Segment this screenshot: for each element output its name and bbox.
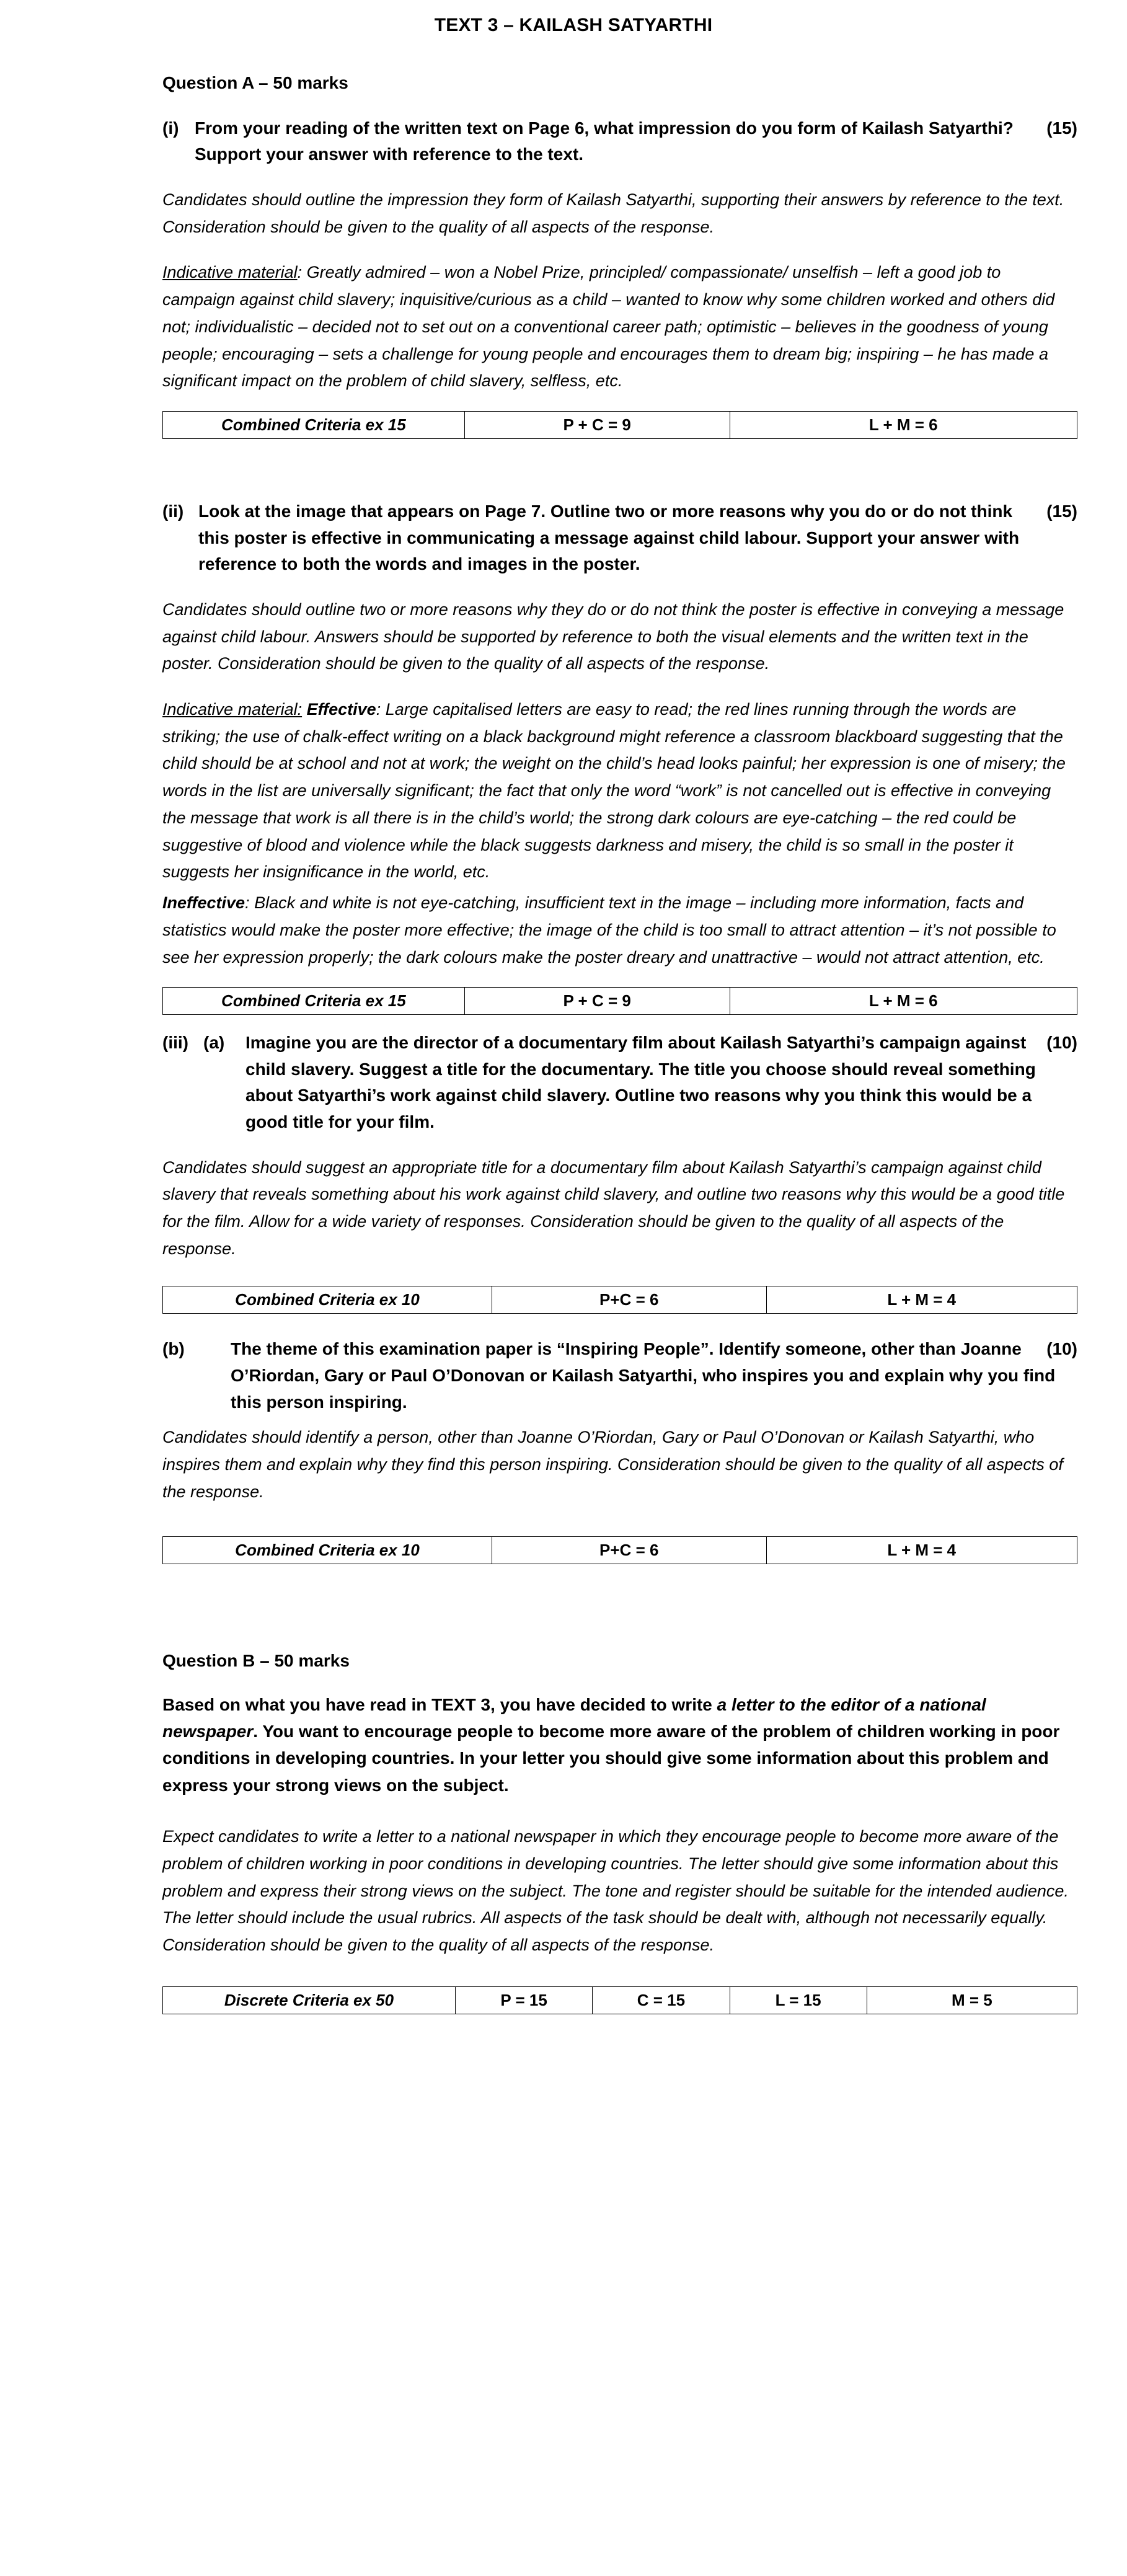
part-ii-indicative-ineffective — [162, 890, 1077, 971]
part-ii-text: Look at the image that appears on Page 7. Outline two or more reasons why you do or do not think this poster is effective in communicating a message against child labour. Support your answer with reference to both the words and images in the poster. — [198, 502, 1020, 574]
part-ii-indicative-effective — [162, 696, 1077, 886]
part-ii-effective-label: Effective — [306, 699, 376, 719]
part-i-marks: (15) — [1046, 118, 1077, 138]
part-b-criteria-label: Combined Criteria ex 10 — [163, 1537, 492, 1564]
part-b-criteria-pc: P+C = 6 — [492, 1537, 767, 1564]
part-i-marker: (i) — [162, 118, 179, 138]
part-i-text: From your reading of the written text on Page 6, what impression do you form of Kailash Satyarthi? Support your answer with reference to the text. — [195, 118, 1014, 164]
question-b-prompt-italic: a letter to the editor of a national newspaper — [162, 1694, 986, 1742]
part-ii-criteria-lm: L + M = 6 — [730, 988, 1077, 1015]
part-i-indicative-text: : Greatly admired – won a Nobel Prize, principled/ compassionate/ unselfish – left a good job to campaign against child slavery; inquisitive/curious as a child – wanted to know why some children worked and others did not; individualistic – decided not to set out on a conventional career path; optimistic – believes in the goodness of young people; encouraging – sets a challenge for young people and encourages them to dream big; inspiring – he has made a significant impact on the problem of child slavery, selfless, etc. — [162, 263, 1055, 391]
part-iii-a-criteria-label: Combined Criteria ex 10 — [163, 1286, 492, 1314]
question-b-criteria-l: L = 15 — [730, 1986, 867, 2014]
question-b-prompt-part1: Based on what you have read in TEXT 3, you have decided to write — [162, 1694, 717, 1714]
table-row — [163, 988, 1077, 1015]
question-b-commentary: Expect candidates to write a letter to a national newspaper in which they encourage people to become more aware of the problem of children working in poor conditions in developing countries. The letter should give some information about this problem and express their strong views on the subject. The tone and register should be suitable for the intended audience. The letter should include the usual rubrics. All aspects of the task should be dealt with, although not necessarily equally. Consideration should be given to the quality of all aspects of the response. — [162, 1827, 1069, 1955]
part-i-commentary: Candidates should outline the impression they form of Kailash Satyarthi, supporting their answers by reference to the text. Consideration should be given to the quality of all aspects of the response. — [162, 190, 1064, 236]
spacer — [162, 1564, 1077, 1618]
part-ii-criteria-table — [162, 987, 1077, 1015]
question-b-heading: Question B – 50 marks — [162, 1651, 350, 1671]
question-a-part-iii-a — [162, 1030, 1077, 1135]
question-a-heading: Question A – 50 marks — [162, 73, 348, 92]
spacer — [162, 439, 1077, 477]
question-a-part-ii — [162, 498, 1077, 578]
part-b-criteria-lm: L + M = 4 — [766, 1537, 1077, 1564]
part-iii-a-marks: (10) — [1046, 1033, 1077, 1053]
question-b-criteria-p: P = 15 — [456, 1986, 593, 2014]
question-b-prompt — [162, 1691, 1077, 1799]
part-ii-ineffective-text: : Black and white is not eye-catching, insufficient text in the image – including more information, facts and statistics would make the poster more effective; the image of the child is too small to attract attention – it’s not possible to see her expression properly; the dark colours make the poster dreary and unattractive – would not attract attention, etc. — [162, 893, 1056, 967]
part-ii-ineffective-label: Ineffective — [162, 893, 245, 913]
part-ii-commentary: Candidates should outline two or more reasons why they do or do not think the poster is effective in conveying a message against child labour. Answers should be supported by reference to both the visual elements and the written text in the poster. Consideration should be given to the quality of all aspects of the response. — [162, 600, 1064, 673]
part-i-indicative-label: Indicative material — [162, 263, 298, 282]
question-b-criteria-m: M = 5 — [867, 1986, 1077, 2014]
part-iii-a-criteria-table — [162, 1286, 1077, 1314]
question-b-prompt-part2: . You want to encourage people to become more aware of the problem of children working in poor conditions in developing countries. In your letter you should give some information about this problem and express your strong views on the subject. — [162, 1722, 1060, 1795]
part-b-body — [231, 1336, 1077, 1415]
table-row — [163, 1537, 1077, 1564]
part-ii-criteria-label: Combined Criteria ex 15 — [163, 988, 465, 1015]
part-ii-indicative-label: Indicative material: — [162, 699, 303, 719]
part-iii-a-text: Imagine you are the director of a documentary film about Kailash Satyarthi’s campaign against child slavery. Suggest a title for the documentary. The title you choose should reveal something about Satyarthi’s work against child slavery. Outline two reasons why you think this would be a good title for your film. — [245, 1033, 1036, 1131]
page-title: TEXT 3 – KAILASH SATYARTHI — [434, 15, 713, 35]
part-i-criteria-pc: P + C = 9 — [464, 412, 730, 439]
part-iii-a-commentary: Candidates should suggest an appropriate title for a documentary film about Kailash Satyarthi’s campaign against child slavery that reveals something about his work against child slavery, and outline two reasons why this would be a good title for the film. Allow for a wide variety of responses. Consideration should be given to the quality of all aspects of the response. — [162, 1157, 1065, 1258]
part-i-indicative-material — [162, 259, 1077, 395]
part-ii-effective-text: : Large capitalised letters are easy to read; the red lines running through the words are striking; the use of chalk-effect writing on a black background might reference a classroom blackboard suggesting that the child should be at school and not at work; the weight on the child’s head looks painful; her expression is one of misery; the words in the list are universally significant; the fact that only the word “work” is not cancelled out is effective in conveying the message that work is all there is in the child’s world; the strong dark colours are eye-catching – the red could be suggestive of blood and violence while the black suggests darkness and misery, the child is so small in the poster it suggests her insignificance in the world, etc. — [162, 699, 1066, 882]
part-ii-criteria-pc: P + C = 9 — [464, 988, 730, 1015]
table-row — [163, 412, 1077, 439]
part-iii-a-criteria-lm: L + M = 4 — [766, 1286, 1077, 1314]
part-i-criteria-table — [162, 411, 1077, 439]
question-b-criteria-c: C = 15 — [593, 1986, 730, 2014]
part-iii-a-body — [245, 1030, 1077, 1135]
part-b-text: The theme of this examination paper is “Inspiring People”. Identify someone, other than Joanne O’Riordan, Gary or Paul O’Donovan or Kailash Satyarthi, who inspires you and explain why you find this person inspiring. — [231, 1339, 1056, 1412]
table-row — [163, 1286, 1077, 1314]
part-b-criteria-table — [162, 1536, 1077, 1564]
question-a-part-i — [162, 115, 1077, 168]
part-ii-marks: (15) — [1046, 502, 1077, 521]
part-iii-a-marker: (a) — [203, 1033, 225, 1053]
part-i-criteria-label: Combined Criteria ex 15 — [163, 412, 465, 439]
part-i-body — [195, 115, 1077, 168]
part-b-commentary: Candidates should identify a person, other than Joanne O’Riordan, Gary or Paul O’Donovan or Kailash Satyarthi, who inspires them and explain why they find this person inspiring. Consideration should be given to the quality of all aspects of the response. — [162, 1428, 1063, 1501]
question-b-criteria-table — [162, 1986, 1077, 2014]
question-a-part-iii-b — [162, 1336, 1077, 1415]
part-i-criteria-lm: L + M = 6 — [730, 412, 1077, 439]
part-b-marks: (10) — [1046, 1339, 1077, 1359]
part-iii-marker: (iii) — [162, 1033, 188, 1053]
part-ii-marker: (ii) — [162, 502, 184, 521]
question-b-criteria-label: Discrete Criteria ex 50 — [163, 1986, 456, 2014]
part-iii-a-criteria-pc: P+C = 6 — [492, 1286, 767, 1314]
table-row — [163, 1986, 1077, 2014]
part-ii-body — [198, 498, 1077, 578]
part-b-marker: (b) — [162, 1339, 185, 1359]
